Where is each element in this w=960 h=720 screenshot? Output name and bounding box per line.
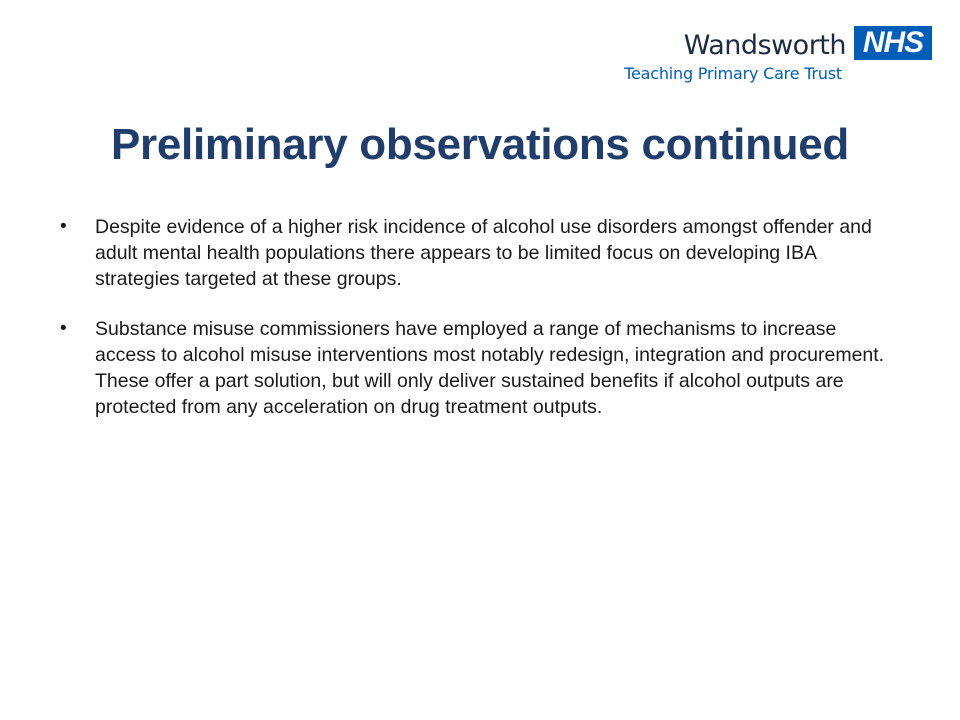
logo-subtitle: Teaching Primary Care Trust	[624, 64, 842, 83]
bullet-text: Despite evidence of a higher risk incidence of alcohol use disorders amongst offender and adult mental health populations there appears to be limited focus on developing IBA strategies targeted at these groups.	[95, 216, 872, 290]
slide-title: Preliminary observations continued	[111, 120, 849, 169]
bullet-text: Substance misuse commissioners have employed a range of mechanisms to increase access to alcohol misuse interventions most notably redesign, integration and procurement. These offer a part solution, but will only deliver sustained benefits if alcohol outputs are protected from any acceleration on drug treatment outputs.	[95, 318, 885, 418]
bullet-item	[58, 214, 898, 292]
bullet-point-icon: •	[60, 318, 67, 339]
bullet-list	[58, 214, 898, 444]
nhs-badge: NHS	[854, 26, 932, 60]
logo-org-name: Wandsworth	[683, 30, 846, 61]
bullet-item	[58, 316, 898, 420]
nhs-trust-logo	[622, 26, 932, 86]
bullet-point-icon: •	[60, 216, 67, 237]
